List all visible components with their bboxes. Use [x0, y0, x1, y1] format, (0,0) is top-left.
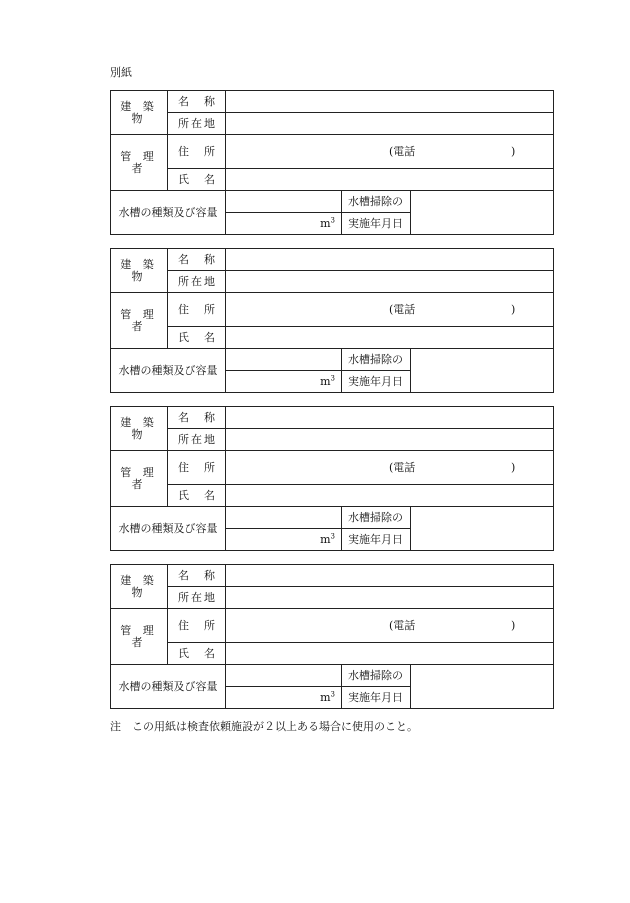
tel-open-label: (電話 — [389, 460, 416, 474]
address-label: 住 所 — [168, 451, 226, 485]
manager-address-field[interactable] — [226, 135, 554, 169]
building-name-field[interactable] — [226, 565, 554, 587]
cleaning-label-1: 水槽掃除の — [342, 507, 411, 529]
building-label: 建 築 物 — [111, 565, 168, 609]
address-label: 住 所 — [168, 135, 226, 169]
building-location-field[interactable] — [226, 271, 554, 293]
location-label: 所 在 地 — [168, 587, 226, 609]
cleaning-label-2: 実施年月日 — [342, 213, 411, 235]
facility-table — [110, 248, 554, 393]
tel-open-label: (電話 — [389, 618, 416, 632]
building-name-field[interactable] — [226, 91, 554, 113]
capacity-field[interactable] — [226, 371, 342, 393]
cleaning-date-field[interactable] — [411, 507, 554, 551]
name-label: 名 称 — [168, 249, 226, 271]
person-label: 氏 名 — [168, 485, 226, 507]
location-label: 所 在 地 — [168, 429, 226, 451]
location-label: 所 在 地 — [168, 113, 226, 135]
manager-name-field[interactable] — [226, 643, 554, 665]
capacity-unit: $m^3$ — [320, 531, 335, 546]
manager-label: 管 理 者 — [111, 451, 168, 507]
location-label: 所 在 地 — [168, 271, 226, 293]
facility-block — [110, 90, 553, 234]
tank-type-field[interactable] — [226, 349, 342, 371]
manager-name-field[interactable] — [226, 485, 554, 507]
tel-close-label: ) — [511, 618, 516, 632]
tel-open-label: (電話 — [389, 302, 416, 316]
manager-address-field[interactable] — [226, 293, 554, 327]
tank-label: 水槽の種類及び容量 — [111, 665, 226, 709]
facility-table — [110, 564, 554, 709]
building-label: 建 築 物 — [111, 91, 168, 135]
cleaning-date-field[interactable] — [411, 665, 554, 709]
building-name-field[interactable] — [226, 249, 554, 271]
cleaning-label-2: 実施年月日 — [342, 687, 411, 709]
cleaning-label-2: 実施年月日 — [342, 529, 411, 551]
tank-label: 水槽の種類及び容量 — [111, 507, 226, 551]
building-name-field[interactable] — [226, 407, 554, 429]
tel-close-label: ) — [511, 302, 516, 316]
cleaning-label-2: 実施年月日 — [342, 371, 411, 393]
facility-block — [110, 248, 553, 392]
capacity-unit: $m^3$ — [320, 373, 335, 388]
attachment-label: 別紙 — [110, 66, 132, 79]
capacity-unit: $m^3$ — [320, 689, 335, 704]
manager-label: 管 理 者 — [111, 135, 168, 191]
building-label: 建 築 物 — [111, 407, 168, 451]
building-location-field[interactable] — [226, 113, 554, 135]
manager-address-field[interactable] — [226, 451, 554, 485]
manager-address-field[interactable] — [226, 609, 554, 643]
facility-block — [110, 564, 553, 708]
manager-name-field[interactable] — [226, 169, 554, 191]
building-location-field[interactable] — [226, 587, 554, 609]
manager-name-field[interactable] — [226, 327, 554, 349]
person-label: 氏 名 — [168, 169, 226, 191]
tank-type-field[interactable] — [226, 191, 342, 213]
facility-table — [110, 90, 554, 235]
manager-label: 管 理 者 — [111, 609, 168, 665]
name-label: 名 称 — [168, 565, 226, 587]
tank-type-field[interactable] — [226, 665, 342, 687]
cleaning-date-field[interactable] — [411, 349, 554, 393]
capacity-field[interactable] — [226, 529, 342, 551]
tank-label: 水槽の種類及び容量 — [111, 191, 226, 235]
facility-block — [110, 406, 553, 550]
capacity-field[interactable] — [226, 213, 342, 235]
tank-label: 水槽の種類及び容量 — [111, 349, 226, 393]
building-location-field[interactable] — [226, 429, 554, 451]
tel-open-label: (電話 — [389, 144, 416, 158]
address-label: 住 所 — [168, 609, 226, 643]
cleaning-date-field[interactable] — [411, 191, 554, 235]
person-label: 氏 名 — [168, 327, 226, 349]
tank-type-field[interactable] — [226, 507, 342, 529]
cleaning-label-1: 水槽掃除の — [342, 665, 411, 687]
building-label: 建 築 物 — [111, 249, 168, 293]
tel-close-label: ) — [511, 144, 516, 158]
name-label: 名 称 — [168, 91, 226, 113]
footnote: 注 この用紙は検査依頼施設が２以上ある場合に使用のこと。 — [110, 720, 418, 733]
tel-close-label: ) — [511, 460, 516, 474]
cleaning-label-1: 水槽掃除の — [342, 191, 411, 213]
address-label: 住 所 — [168, 293, 226, 327]
name-label: 名 称 — [168, 407, 226, 429]
manager-label: 管 理 者 — [111, 293, 168, 349]
capacity-field[interactable] — [226, 687, 342, 709]
person-label: 氏 名 — [168, 643, 226, 665]
cleaning-label-1: 水槽掃除の — [342, 349, 411, 371]
facility-table — [110, 406, 554, 551]
capacity-unit: $m^3$ — [320, 215, 335, 230]
